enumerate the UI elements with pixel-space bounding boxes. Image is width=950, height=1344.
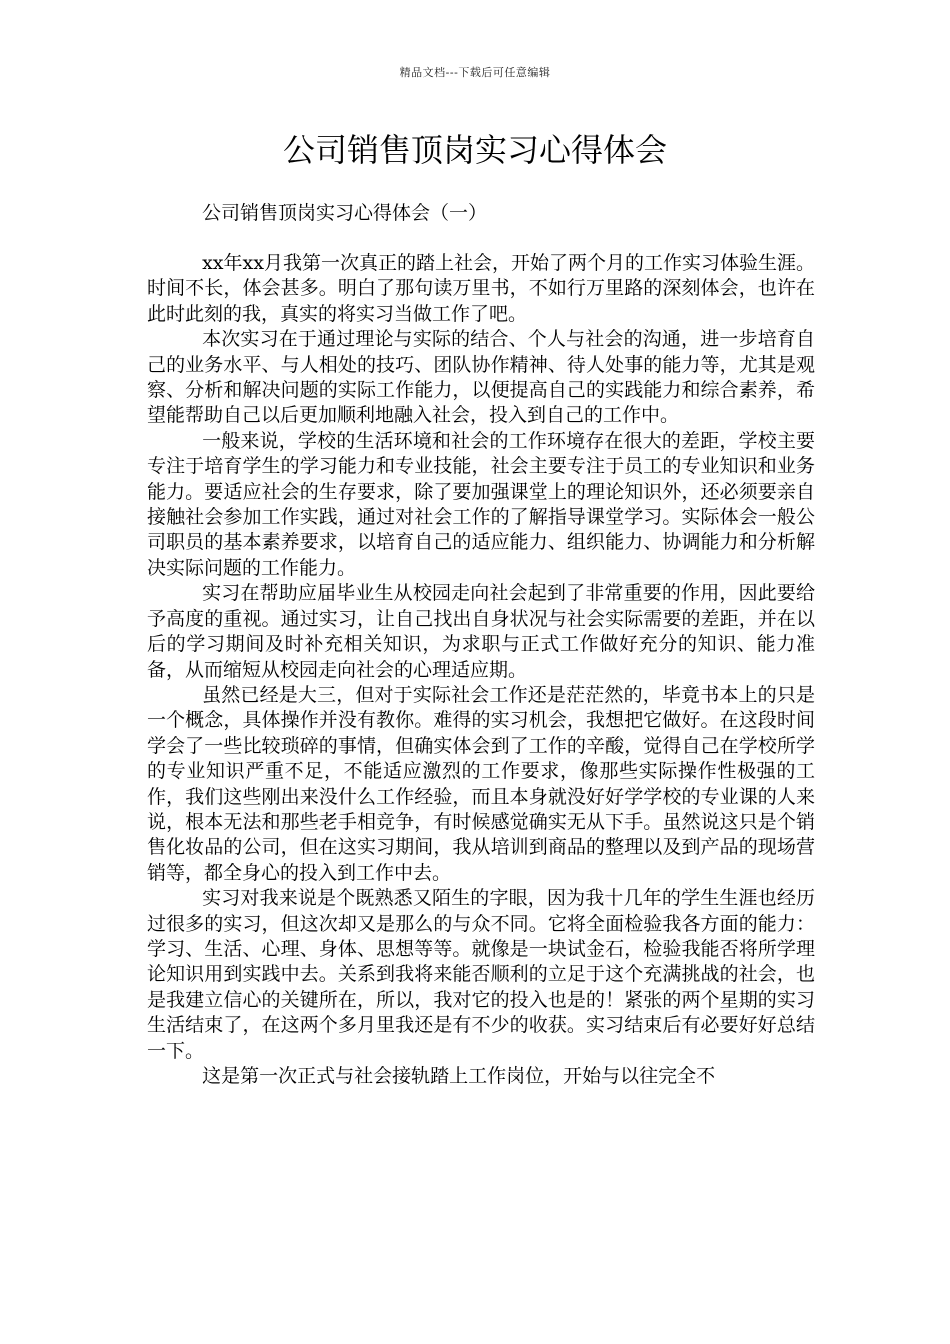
paragraph-4: 实习在帮助应届毕业生从校园走向社会起到了非常重要的作用，因此要给予高度的重视。通过实习，让自己找出自身状况与社会实际需要的差距，并在以后的学习期间及时补充相关知识，为求职与正式工作做好充分的知识、能力准备，从而缩短从校园走向社会的心理适应期。 xyxy=(147,582,815,681)
paragraph-6: 实习对我来说是个既熟悉又陌生的字眼，因为我十几年的学生生涯也经历过很多的实习，但这次却又是那么的与众不同。它将全面检验我各方面的能力：学习、生活、心理、身体、思想等等。就像是一块试金石，检验我能否将所学理论知识用到实践中去。关系到我将来能否顺利的立足于这个充满挑战的社会，也是我建立信心的关键所在，所以，我对它的投入也是的！紧张的两个星期的实习生活结束了，在这两个多月里我还是有不少的收获。实习结束后有必要好好总结一下。 xyxy=(147,887,815,1062)
header-note: 精品文档---下载后可任意编辑 xyxy=(399,66,551,79)
paragraph-1: xx年xx月我第一次真正的踏上社会，开始了两个月的工作实习体验生涯。时间不长，体会甚多。明白了那句读万里书，不如行万里路的深刻体会，也许在此时此刻的我，真实的将实习当做工作了吧。 xyxy=(147,252,815,325)
document-title: 公司销售顶岗实习心得体会 xyxy=(282,131,667,169)
paragraph-7: 这是第一次正式与社会接轨踏上工作岗位，开始与以往完全不 xyxy=(202,1065,716,1087)
paragraph-5: 虽然已经是大三，但对于实际社会工作还是茫茫然的，毕竟书本上的只是一个概念，具体操作并没有教你。难得的实习机会，我想把它做好。在这段时间学会了一些比较琐碎的事情，但确实体会到了工作的辛酸，觉得自己在学校所学的专业知识严重不足，不能适应激烈的工作要求，像那些实际操作性极强的工作，我们这些刚出来没什么工作经验，而且本身就没好好学学校的专业课的人来说，根本无法和那些老手相竞争，有时候感觉确实无从下手。虽然说这只是个销售化妆品的公司，但在这实习期间，我从培训到商品的整理以及到产品的现场营销等，都全身心的投入到工作中去。 xyxy=(147,683,815,884)
document-body xyxy=(147,251,815,1089)
paragraph-3: 一般来说，学校的生活环境和社会的工作环境存在很大的差距，学校主要专注于培育学生的学习能力和专业技能，社会主要专注于员工的专业知识和业务能力。要适应社会的生存要求，除了要加强课堂上的理论知识外，还必须要亲自接触社会参加工作实践，通过对社会工作的了解指导课堂学习。实际体会一般公司职员的基本素养要求，以培育自己的适应能力、组织能力、协调能力和分析解决实际问题的工作能力。 xyxy=(147,429,815,579)
paragraph-2: 本次实习在于通过理论与实际的结合、个人与社会的沟通，进一步培育自己的业务水平、与人相处的技巧、团队协作精神、待人处事的能力等，尤其是观察、分析和解决问题的实际工作能力，以便提高自己的实践能力和综合素养，希望能帮助自己以后更加顺利地融入社会，投入到自己的工作中。 xyxy=(147,328,815,427)
document-subtitle: 公司销售顶岗实习心得体会（一） xyxy=(202,202,488,224)
